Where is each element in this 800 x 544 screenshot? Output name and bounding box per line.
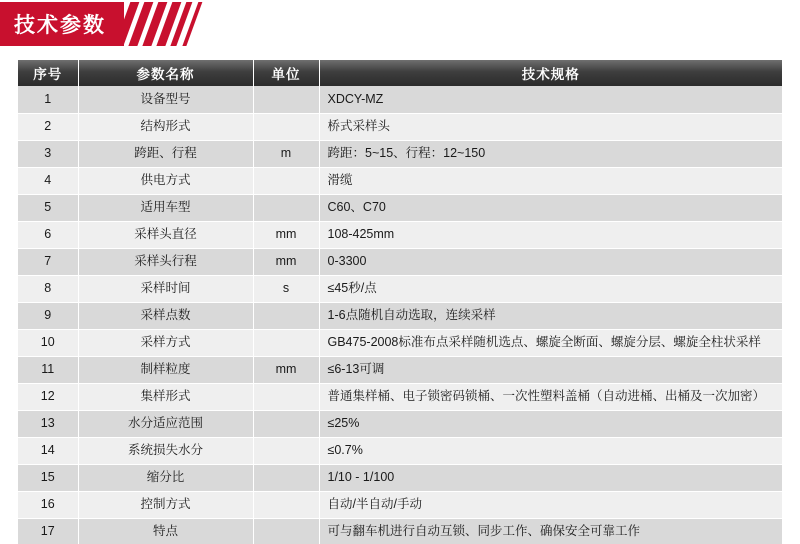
cell-spec: ≤0.7% — [319, 437, 782, 464]
table-row — [18, 329, 782, 356]
cell-unit — [253, 383, 319, 410]
cell-unit: s — [253, 275, 319, 302]
cell-spec: 0-3300 — [319, 248, 782, 275]
cell-spec: 自动/半自动/手动 — [319, 491, 782, 518]
cell-name: 采样头直径 — [78, 221, 253, 248]
cell-no: 1 — [18, 86, 78, 113]
column-header-name: 参数名称 — [78, 60, 253, 86]
cell-no: 2 — [18, 113, 78, 140]
cell-name: 特点 — [78, 518, 253, 544]
cell-unit — [253, 194, 319, 221]
table-header-row — [18, 60, 782, 86]
cell-unit — [253, 491, 319, 518]
column-header-unit: 单位 — [253, 60, 319, 86]
cell-unit: mm — [253, 248, 319, 275]
cell-name: 采样方式 — [78, 329, 253, 356]
cell-no: 8 — [18, 275, 78, 302]
cell-no: 7 — [18, 248, 78, 275]
cell-name: 结构形式 — [78, 113, 253, 140]
title-banner — [0, 0, 800, 50]
cell-spec: C60、C70 — [319, 194, 782, 221]
cell-spec: 普通集样桶、电子锁密码锁桶、一次性塑料盖桶（自动进桶、出桶及一次加密） — [319, 383, 782, 410]
cell-spec: 跨距：5~15、行程：12~150 — [319, 140, 782, 167]
cell-unit: mm — [253, 221, 319, 248]
cell-spec: 可与翻车机进行自动互锁、同步工作、确保安全可靠工作 — [319, 518, 782, 544]
cell-no: 15 — [18, 464, 78, 491]
cell-no: 13 — [18, 410, 78, 437]
cell-spec: XDCY-MZ — [319, 86, 782, 113]
cell-unit: mm — [253, 356, 319, 383]
cell-no: 14 — [18, 437, 78, 464]
table-row — [18, 140, 782, 167]
cell-spec: 108-425mm — [319, 221, 782, 248]
cell-no: 6 — [18, 221, 78, 248]
table-row — [18, 86, 782, 113]
column-header-spec: 技术规格 — [319, 60, 782, 86]
page-title: 技术参数 — [0, 2, 124, 46]
cell-no: 5 — [18, 194, 78, 221]
table-row — [18, 194, 782, 221]
cell-spec: 滑缆 — [319, 167, 782, 194]
cell-no: 17 — [18, 518, 78, 544]
cell-no: 3 — [18, 140, 78, 167]
cell-no: 10 — [18, 329, 78, 356]
decorative-stripes — [122, 2, 222, 46]
cell-unit — [253, 464, 319, 491]
cell-spec: 1-6点随机自动选取，连续采样 — [319, 302, 782, 329]
cell-name: 供电方式 — [78, 167, 253, 194]
cell-no: 16 — [18, 491, 78, 518]
table-row — [18, 383, 782, 410]
cell-unit: m — [253, 140, 319, 167]
table-row — [18, 248, 782, 275]
cell-name: 采样头行程 — [78, 248, 253, 275]
cell-name: 系统损失水分 — [78, 437, 253, 464]
table-row — [18, 302, 782, 329]
spec-table-container — [0, 50, 800, 544]
cell-unit — [253, 113, 319, 140]
spec-table — [18, 60, 782, 544]
cell-name: 缩分比 — [78, 464, 253, 491]
cell-unit — [253, 437, 319, 464]
cell-unit — [253, 167, 319, 194]
table-row — [18, 464, 782, 491]
table-row — [18, 437, 782, 464]
cell-name: 设备型号 — [78, 86, 253, 113]
cell-spec: 桥式采样头 — [319, 113, 782, 140]
cell-unit — [253, 302, 319, 329]
cell-spec: 1/10 - 1/100 — [319, 464, 782, 491]
table-row — [18, 491, 782, 518]
cell-name: 采样时间 — [78, 275, 253, 302]
table-row — [18, 410, 782, 437]
table-row — [18, 356, 782, 383]
cell-unit — [253, 86, 319, 113]
table-row — [18, 518, 782, 544]
cell-spec: ≤25% — [319, 410, 782, 437]
table-row — [18, 221, 782, 248]
cell-no: 12 — [18, 383, 78, 410]
cell-spec: GB475-2008标准布点采样随机选点、螺旋全断面、螺旋分层、螺旋全柱状采样 — [319, 329, 782, 356]
cell-name: 跨距、行程 — [78, 140, 253, 167]
cell-spec: ≤6-13可调 — [319, 356, 782, 383]
table-row — [18, 167, 782, 194]
cell-no: 11 — [18, 356, 78, 383]
table-row — [18, 275, 782, 302]
cell-name: 采样点数 — [78, 302, 253, 329]
cell-unit — [253, 410, 319, 437]
cell-no: 4 — [18, 167, 78, 194]
cell-name: 集样形式 — [78, 383, 253, 410]
cell-spec: ≤45秒/点 — [319, 275, 782, 302]
spec-table-body — [18, 86, 782, 544]
cell-unit — [253, 329, 319, 356]
table-row — [18, 113, 782, 140]
cell-no: 9 — [18, 302, 78, 329]
cell-name: 水分适应范围 — [78, 410, 253, 437]
cell-name: 适用车型 — [78, 194, 253, 221]
cell-name: 制样粒度 — [78, 356, 253, 383]
cell-name: 控制方式 — [78, 491, 253, 518]
cell-unit — [253, 518, 319, 544]
column-header-no: 序号 — [18, 60, 78, 86]
